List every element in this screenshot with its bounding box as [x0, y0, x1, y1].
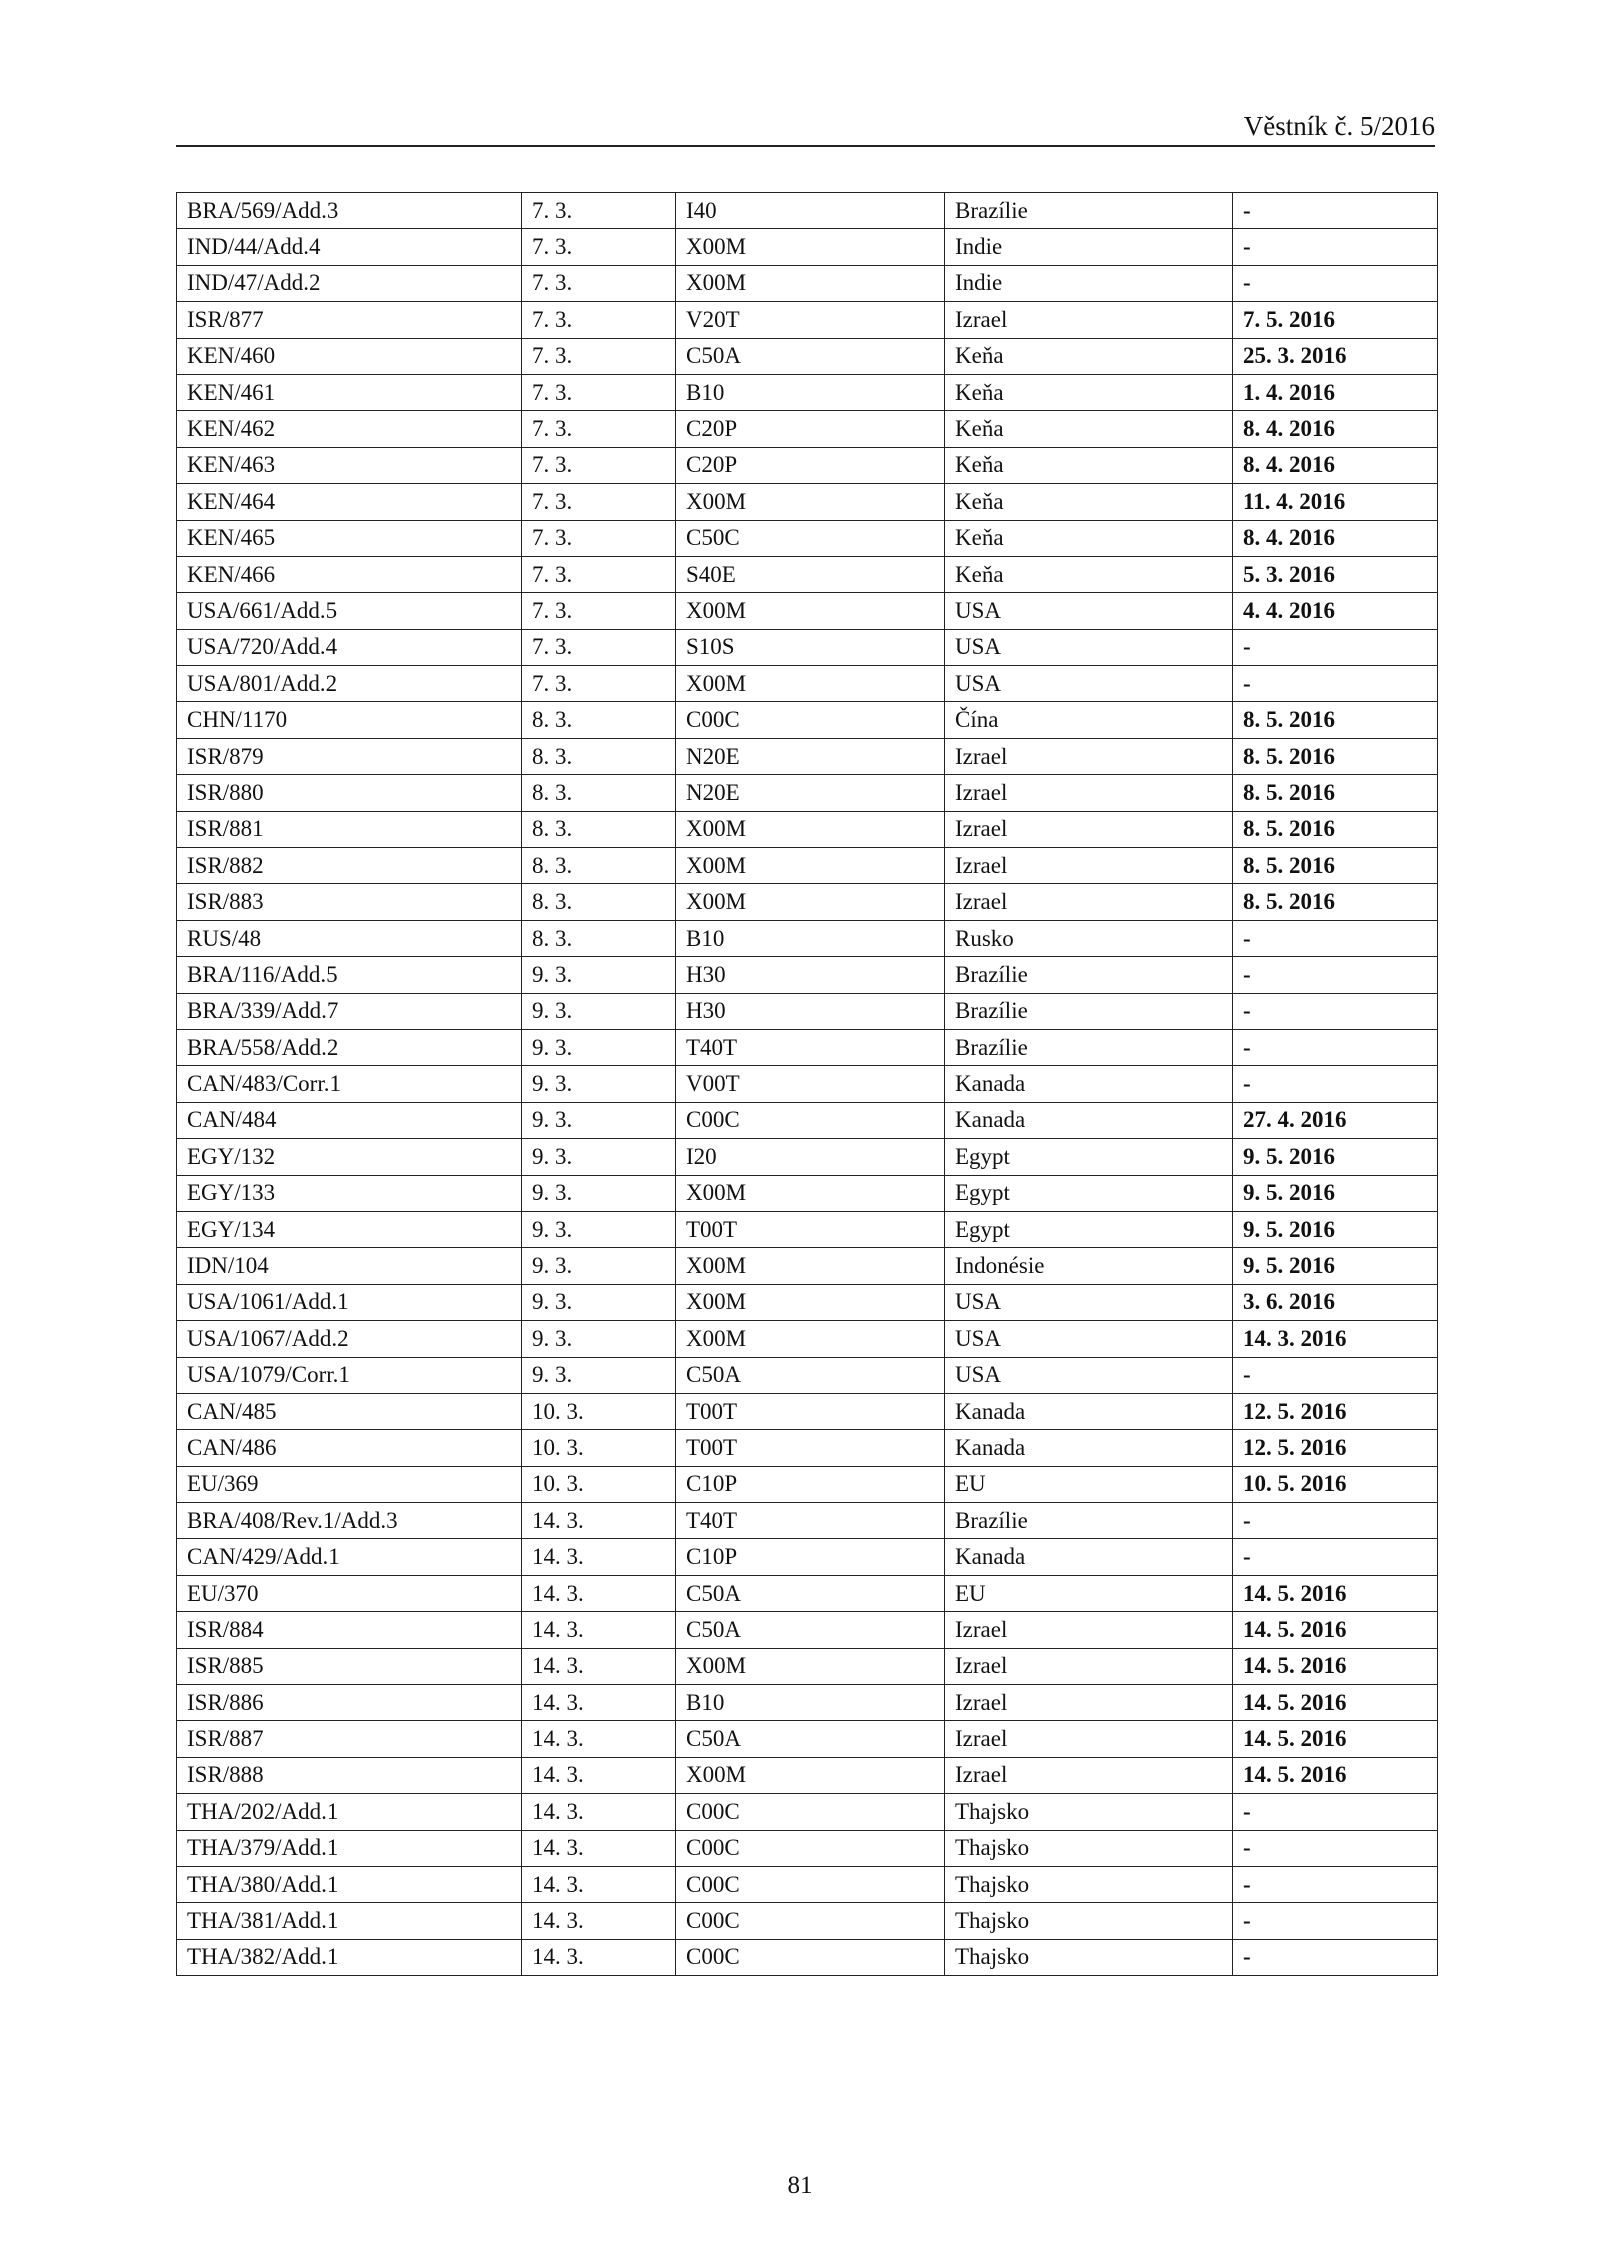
table-row: [177, 1648, 1438, 1684]
header-divider: [176, 145, 1435, 147]
table-row: [177, 1284, 1438, 1320]
deadline-cell: 9. 5. 2016: [1233, 1139, 1438, 1175]
table-row: [177, 811, 1438, 847]
table-row: [177, 1430, 1438, 1466]
deadline-cell: -: [1233, 920, 1438, 956]
code-cell: T40T: [676, 1503, 945, 1539]
code-cell: X00M: [676, 1284, 945, 1320]
table-row: [177, 1211, 1438, 1247]
date-cell: 8. 3.: [522, 738, 676, 774]
deadline-cell: -: [1233, 629, 1438, 665]
document-code-cell: KEN/460: [177, 338, 522, 374]
document-code-cell: BRA/569/Add.3: [177, 193, 522, 229]
date-cell: 9. 3.: [522, 1102, 676, 1138]
table-row: [177, 1903, 1438, 1939]
table-row: [177, 484, 1438, 520]
country-cell: Rusko: [945, 920, 1233, 956]
document-code-cell: IND/47/Add.2: [177, 265, 522, 301]
document-code-cell: CAN/483/Corr.1: [177, 1066, 522, 1102]
document-code-cell: ISR/888: [177, 1757, 522, 1793]
country-cell: Keňa: [945, 411, 1233, 447]
deadline-cell: 1. 4. 2016: [1233, 374, 1438, 410]
country-cell: EU: [945, 1466, 1233, 1502]
document-code-cell: BRA/339/Add.7: [177, 993, 522, 1029]
country-cell: USA: [945, 593, 1233, 629]
country-cell: Izrael: [945, 848, 1233, 884]
deadline-cell: 8. 5. 2016: [1233, 775, 1438, 811]
date-cell: 7. 3.: [522, 265, 676, 301]
document-code-cell: ISR/881: [177, 811, 522, 847]
table-row: [177, 1248, 1438, 1284]
page-header-title: Věstník č. 5/2016: [1243, 111, 1435, 141]
code-cell: C50A: [676, 1575, 945, 1611]
date-cell: 7. 3.: [522, 556, 676, 592]
table-row: [177, 1321, 1438, 1357]
country-cell: Keňa: [945, 484, 1233, 520]
table-row: [177, 1393, 1438, 1429]
deadline-cell: -: [1233, 1794, 1438, 1830]
table-row: [177, 993, 1438, 1029]
table-row: [177, 738, 1438, 774]
deadline-cell: -: [1233, 1503, 1438, 1539]
code-cell: X00M: [676, 884, 945, 920]
document-code-cell: ISR/884: [177, 1612, 522, 1648]
country-cell: Thajsko: [945, 1830, 1233, 1866]
document-code-cell: EU/369: [177, 1466, 522, 1502]
code-cell: C00C: [676, 1939, 945, 1975]
code-cell: C10P: [676, 1466, 945, 1502]
code-cell: N20E: [676, 738, 945, 774]
date-cell: 9. 3.: [522, 1175, 676, 1211]
table-row: [177, 1539, 1438, 1575]
date-cell: 14. 3.: [522, 1939, 676, 1975]
table-row: [177, 1175, 1438, 1211]
document-code-cell: ISR/879: [177, 738, 522, 774]
deadline-cell: 5. 3. 2016: [1233, 556, 1438, 592]
table-row: [177, 556, 1438, 592]
date-cell: 14. 3.: [522, 1539, 676, 1575]
deadline-cell: -: [1233, 1539, 1438, 1575]
country-cell: Keňa: [945, 556, 1233, 592]
code-cell: C50A: [676, 1357, 945, 1393]
document-code-cell: KEN/464: [177, 484, 522, 520]
deadline-cell: -: [1233, 1939, 1438, 1975]
date-cell: 7. 3.: [522, 520, 676, 556]
deadline-cell: 4. 4. 2016: [1233, 593, 1438, 629]
document-code-cell: CAN/486: [177, 1430, 522, 1466]
deadline-cell: -: [1233, 1066, 1438, 1102]
document-code-cell: USA/1061/Add.1: [177, 1284, 522, 1320]
date-cell: 8. 3.: [522, 848, 676, 884]
document-code-cell: EGY/133: [177, 1175, 522, 1211]
code-cell: C00C: [676, 1102, 945, 1138]
country-cell: Brazílie: [945, 193, 1233, 229]
date-cell: 7. 3.: [522, 484, 676, 520]
table-row: [177, 884, 1438, 920]
table-row: [177, 848, 1438, 884]
table-row: [177, 1721, 1438, 1757]
code-cell: X00M: [676, 265, 945, 301]
date-cell: 9. 3.: [522, 1357, 676, 1393]
country-cell: USA: [945, 1321, 1233, 1357]
country-cell: Brazílie: [945, 1029, 1233, 1065]
country-cell: Thajsko: [945, 1939, 1233, 1975]
table-row: [177, 1357, 1438, 1393]
code-cell: B10: [676, 920, 945, 956]
document-code-cell: USA/661/Add.5: [177, 593, 522, 629]
table-row: [177, 1757, 1438, 1793]
document-code-cell: THA/382/Add.1: [177, 1939, 522, 1975]
code-cell: S10S: [676, 629, 945, 665]
table-row: [177, 666, 1438, 702]
country-cell: Brazílie: [945, 957, 1233, 993]
table-row: [177, 775, 1438, 811]
code-cell: T00T: [676, 1211, 945, 1247]
document-code-cell: USA/801/Add.2: [177, 666, 522, 702]
document-code-cell: USA/1067/Add.2: [177, 1321, 522, 1357]
document-code-cell: BRA/408/Rev.1/Add.3: [177, 1503, 522, 1539]
country-cell: Izrael: [945, 811, 1233, 847]
table-body: [177, 193, 1438, 1976]
page-number: 81: [787, 2172, 813, 2199]
deadline-cell: 14. 5. 2016: [1233, 1575, 1438, 1611]
document-code-cell: KEN/466: [177, 556, 522, 592]
country-cell: Izrael: [945, 884, 1233, 920]
deadline-cell: 8. 5. 2016: [1233, 884, 1438, 920]
date-cell: 9. 3.: [522, 1284, 676, 1320]
country-cell: Izrael: [945, 775, 1233, 811]
table-row: [177, 374, 1438, 410]
table-row: [177, 1102, 1438, 1138]
country-cell: Izrael: [945, 1685, 1233, 1721]
code-cell: X00M: [676, 666, 945, 702]
date-cell: 9. 3.: [522, 1248, 676, 1284]
document-code-cell: IDN/104: [177, 1248, 522, 1284]
deadline-cell: 3. 6. 2016: [1233, 1284, 1438, 1320]
deadline-cell: 12. 5. 2016: [1233, 1430, 1438, 1466]
country-cell: Izrael: [945, 738, 1233, 774]
table-row: [177, 1866, 1438, 1902]
date-cell: 9. 3.: [522, 1029, 676, 1065]
country-cell: USA: [945, 629, 1233, 665]
table-row: [177, 302, 1438, 338]
deadline-cell: -: [1233, 1830, 1438, 1866]
code-cell: C50A: [676, 1612, 945, 1648]
code-cell: H30: [676, 957, 945, 993]
code-cell: C00C: [676, 1794, 945, 1830]
date-cell: 9. 3.: [522, 1211, 676, 1247]
document-code-cell: CAN/429/Add.1: [177, 1539, 522, 1575]
document-code-cell: ISR/882: [177, 848, 522, 884]
date-cell: 14. 3.: [522, 1575, 676, 1611]
deadline-cell: 27. 4. 2016: [1233, 1102, 1438, 1138]
table-row: [177, 1575, 1438, 1611]
code-cell: B10: [676, 1685, 945, 1721]
country-cell: Keňa: [945, 374, 1233, 410]
document-code-cell: BRA/116/Add.5: [177, 957, 522, 993]
code-cell: I40: [676, 193, 945, 229]
code-cell: C00C: [676, 1830, 945, 1866]
date-cell: 9. 3.: [522, 1321, 676, 1357]
code-cell: X00M: [676, 229, 945, 265]
date-cell: 14. 3.: [522, 1648, 676, 1684]
document-code-cell: KEN/463: [177, 447, 522, 483]
document-code-cell: CAN/484: [177, 1102, 522, 1138]
table-row: [177, 520, 1438, 556]
code-cell: T00T: [676, 1393, 945, 1429]
country-cell: Brazílie: [945, 993, 1233, 1029]
code-cell: X00M: [676, 1321, 945, 1357]
deadline-cell: -: [1233, 1866, 1438, 1902]
deadline-cell: 9. 5. 2016: [1233, 1211, 1438, 1247]
table-row: [177, 1066, 1438, 1102]
date-cell: 8. 3.: [522, 811, 676, 847]
code-cell: C50A: [676, 1721, 945, 1757]
country-cell: Indie: [945, 265, 1233, 301]
code-cell: X00M: [676, 1175, 945, 1211]
date-cell: 14. 3.: [522, 1830, 676, 1866]
deadline-cell: -: [1233, 265, 1438, 301]
country-cell: Keňa: [945, 338, 1233, 374]
date-cell: 7. 3.: [522, 629, 676, 665]
deadline-cell: -: [1233, 666, 1438, 702]
date-cell: 14. 3.: [522, 1612, 676, 1648]
date-cell: 7. 3.: [522, 193, 676, 229]
document-code-cell: ISR/887: [177, 1721, 522, 1757]
country-cell: Kanada: [945, 1539, 1233, 1575]
table-row: [177, 1612, 1438, 1648]
document-code-cell: USA/720/Add.4: [177, 629, 522, 665]
deadline-cell: -: [1233, 193, 1438, 229]
country-cell: Thajsko: [945, 1866, 1233, 1902]
country-cell: Indie: [945, 229, 1233, 265]
date-cell: 7. 3.: [522, 302, 676, 338]
country-cell: Keňa: [945, 520, 1233, 556]
table-row: [177, 1939, 1438, 1975]
country-cell: Izrael: [945, 1612, 1233, 1648]
date-cell: 7. 3.: [522, 593, 676, 629]
date-cell: 8. 3.: [522, 884, 676, 920]
date-cell: 14. 3.: [522, 1903, 676, 1939]
deadline-cell: -: [1233, 1903, 1438, 1939]
deadline-cell: 14. 3. 2016: [1233, 1321, 1438, 1357]
code-cell: X00M: [676, 1248, 945, 1284]
code-cell: X00M: [676, 811, 945, 847]
date-cell: 8. 3.: [522, 702, 676, 738]
code-cell: C00C: [676, 1903, 945, 1939]
deadline-cell: 8. 4. 2016: [1233, 411, 1438, 447]
deadline-cell: 25. 3. 2016: [1233, 338, 1438, 374]
country-cell: Kanada: [945, 1102, 1233, 1138]
date-cell: 14. 3.: [522, 1721, 676, 1757]
code-cell: C20P: [676, 447, 945, 483]
date-cell: 10. 3.: [522, 1430, 676, 1466]
deadline-cell: -: [1233, 957, 1438, 993]
table-row: [177, 265, 1438, 301]
deadline-cell: 14. 5. 2016: [1233, 1648, 1438, 1684]
code-cell: S40E: [676, 556, 945, 592]
deadline-cell: 8. 4. 2016: [1233, 447, 1438, 483]
date-cell: 7. 3.: [522, 666, 676, 702]
code-cell: H30: [676, 993, 945, 1029]
document-code-cell: KEN/461: [177, 374, 522, 410]
table-row: [177, 1830, 1438, 1866]
deadline-cell: 14. 5. 2016: [1233, 1757, 1438, 1793]
country-cell: Indonésie: [945, 1248, 1233, 1284]
date-cell: 8. 3.: [522, 775, 676, 811]
country-cell: Kanada: [945, 1393, 1233, 1429]
country-cell: USA: [945, 666, 1233, 702]
country-cell: Izrael: [945, 1757, 1233, 1793]
date-cell: 8. 3.: [522, 920, 676, 956]
document-code-cell: IND/44/Add.4: [177, 229, 522, 265]
code-cell: B10: [676, 374, 945, 410]
document-code-cell: THA/380/Add.1: [177, 1866, 522, 1902]
document-code-cell: KEN/465: [177, 520, 522, 556]
table-row: [177, 1685, 1438, 1721]
document-code-cell: THA/379/Add.1: [177, 1830, 522, 1866]
document-code-cell: ISR/886: [177, 1685, 522, 1721]
table-row: [177, 1029, 1438, 1065]
table-row: [177, 193, 1438, 229]
deadline-cell: 14. 5. 2016: [1233, 1685, 1438, 1721]
table-row: [177, 1794, 1438, 1830]
code-cell: C00C: [676, 702, 945, 738]
deadline-cell: 9. 5. 2016: [1233, 1248, 1438, 1284]
code-cell: X00M: [676, 1757, 945, 1793]
country-cell: Izrael: [945, 1721, 1233, 1757]
document-code-cell: RUS/48: [177, 920, 522, 956]
table-row: [177, 957, 1438, 993]
code-cell: I20: [676, 1139, 945, 1175]
code-cell: C00C: [676, 1866, 945, 1902]
date-cell: 14. 3.: [522, 1685, 676, 1721]
code-cell: X00M: [676, 593, 945, 629]
document-code-cell: CAN/485: [177, 1393, 522, 1429]
date-cell: 7. 3.: [522, 411, 676, 447]
table-row: [177, 1503, 1438, 1539]
date-cell: 14. 3.: [522, 1757, 676, 1793]
document-code-cell: ISR/885: [177, 1648, 522, 1684]
document-code-cell: EGY/132: [177, 1139, 522, 1175]
table-row: [177, 229, 1438, 265]
deadline-cell: -: [1233, 993, 1438, 1029]
country-cell: Thajsko: [945, 1794, 1233, 1830]
deadline-cell: -: [1233, 1029, 1438, 1065]
table-row: [177, 411, 1438, 447]
deadline-cell: -: [1233, 1357, 1438, 1393]
table-row: [177, 1466, 1438, 1502]
date-cell: 14. 3.: [522, 1503, 676, 1539]
deadline-cell: 8. 4. 2016: [1233, 520, 1438, 556]
table-row: [177, 338, 1438, 374]
document-code-cell: BRA/558/Add.2: [177, 1029, 522, 1065]
document-code-cell: THA/202/Add.1: [177, 1794, 522, 1830]
date-cell: 10. 3.: [522, 1393, 676, 1429]
code-cell: C10P: [676, 1539, 945, 1575]
deadline-cell: 8. 5. 2016: [1233, 702, 1438, 738]
date-cell: 7. 3.: [522, 229, 676, 265]
notifications-table: [176, 192, 1438, 1976]
document-code-cell: EGY/134: [177, 1211, 522, 1247]
country-cell: Izrael: [945, 1648, 1233, 1684]
table-row: [177, 447, 1438, 483]
deadline-cell: 8. 5. 2016: [1233, 811, 1438, 847]
code-cell: X00M: [676, 484, 945, 520]
country-cell: Keňa: [945, 447, 1233, 483]
document-code-cell: ISR/883: [177, 884, 522, 920]
code-cell: V00T: [676, 1066, 945, 1102]
date-cell: 9. 3.: [522, 1139, 676, 1175]
code-cell: X00M: [676, 848, 945, 884]
document-code-cell: CHN/1170: [177, 702, 522, 738]
deadline-cell: 14. 5. 2016: [1233, 1721, 1438, 1757]
document-code-cell: THA/381/Add.1: [177, 1903, 522, 1939]
country-cell: Egypt: [945, 1139, 1233, 1175]
country-cell: Brazílie: [945, 1503, 1233, 1539]
code-cell: X00M: [676, 1648, 945, 1684]
document-code-cell: ISR/880: [177, 775, 522, 811]
date-cell: 7. 3.: [522, 338, 676, 374]
code-cell: C20P: [676, 411, 945, 447]
country-cell: Egypt: [945, 1175, 1233, 1211]
country-cell: Egypt: [945, 1211, 1233, 1247]
deadline-cell: -: [1233, 229, 1438, 265]
deadline-cell: 8. 5. 2016: [1233, 738, 1438, 774]
country-cell: Kanada: [945, 1066, 1233, 1102]
country-cell: USA: [945, 1357, 1233, 1393]
document-code-cell: ISR/877: [177, 302, 522, 338]
code-cell: T40T: [676, 1029, 945, 1065]
date-cell: 9. 3.: [522, 993, 676, 1029]
deadline-cell: 8. 5. 2016: [1233, 848, 1438, 884]
deadline-cell: 11. 4. 2016: [1233, 484, 1438, 520]
table-row: [177, 593, 1438, 629]
country-cell: Kanada: [945, 1430, 1233, 1466]
code-cell: N20E: [676, 775, 945, 811]
code-cell: T00T: [676, 1430, 945, 1466]
table-row: [177, 629, 1438, 665]
country-cell: Thajsko: [945, 1903, 1233, 1939]
date-cell: 9. 3.: [522, 1066, 676, 1102]
deadline-cell: 10. 5. 2016: [1233, 1466, 1438, 1502]
date-cell: 14. 3.: [522, 1794, 676, 1830]
document-code-cell: KEN/462: [177, 411, 522, 447]
country-cell: USA: [945, 1284, 1233, 1320]
deadline-cell: 14. 5. 2016: [1233, 1612, 1438, 1648]
country-cell: EU: [945, 1575, 1233, 1611]
document-code-cell: USA/1079/Corr.1: [177, 1357, 522, 1393]
country-cell: Izrael: [945, 302, 1233, 338]
date-cell: 9. 3.: [522, 957, 676, 993]
deadline-cell: 9. 5. 2016: [1233, 1175, 1438, 1211]
country-cell: Čína: [945, 702, 1233, 738]
deadline-cell: 12. 5. 2016: [1233, 1393, 1438, 1429]
date-cell: 10. 3.: [522, 1466, 676, 1502]
code-cell: C50C: [676, 520, 945, 556]
code-cell: C50A: [676, 338, 945, 374]
date-cell: 7. 3.: [522, 374, 676, 410]
table-row: [177, 702, 1438, 738]
date-cell: 7. 3.: [522, 447, 676, 483]
deadline-cell: 7. 5. 2016: [1233, 302, 1438, 338]
document-code-cell: EU/370: [177, 1575, 522, 1611]
date-cell: 14. 3.: [522, 1866, 676, 1902]
code-cell: V20T: [676, 302, 945, 338]
table-row: [177, 1139, 1438, 1175]
table-row: [177, 920, 1438, 956]
